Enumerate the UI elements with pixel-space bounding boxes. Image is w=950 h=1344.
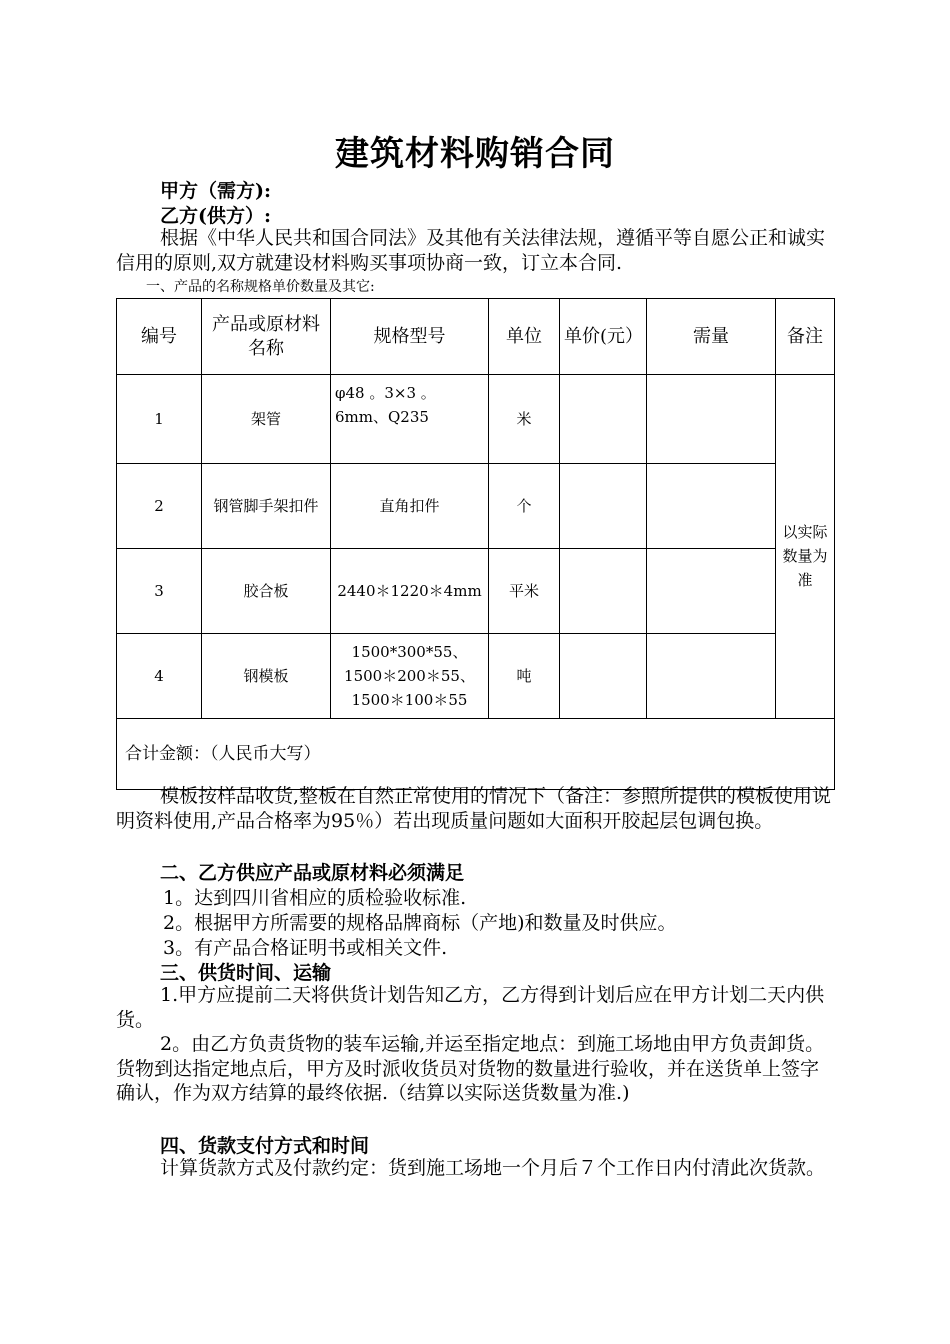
section4-paragraph-1: 计算货款方式及付款约定：货到施工场地一个月后７个工作日内付清此次货款。 (160, 1157, 826, 1179)
header-unit: 单位 (489, 299, 560, 375)
cell-spec: φ48 。3×3 。6mm、Q235 (331, 375, 489, 464)
cell-qty (647, 375, 776, 464)
table-row (117, 634, 835, 719)
cell-price (560, 464, 647, 549)
document-title: 建筑材料购销合同 (335, 134, 615, 174)
table-row (117, 375, 835, 464)
cell-price (560, 375, 647, 464)
table-row (117, 549, 835, 634)
section2-heading: 二、乙方供应产品或原材料必须满足 (160, 862, 465, 884)
section3-heading: 三、供货时间、运输 (160, 962, 332, 984)
cell-no: 4 (117, 634, 202, 719)
cell-name: 胶合板 (202, 549, 331, 634)
header-price: 单价(元） (560, 299, 647, 375)
cell-unit: 平米 (489, 549, 560, 634)
cell-spec: 1500*300*55、1500＊200＊55、1500＊100＊55 (331, 634, 489, 719)
cell-name: 架管 (202, 375, 331, 464)
cell-qty (647, 464, 776, 549)
party-b-label: 乙方(供方）: (160, 205, 272, 227)
remark-text: 以实际数量为准 (782, 522, 828, 589)
cell-qty (647, 549, 776, 634)
section1-label: 一、产品的名称规格单价数量及其它: (146, 279, 375, 295)
cell-unit: 吨 (489, 634, 560, 719)
table-total-row (117, 719, 835, 790)
header-no: 编号 (117, 299, 202, 375)
section3-paragraph-1: 1.甲方应提前二天将供货计划告知乙方，乙方得到计划后应在甲方计划二天内供货。 (116, 984, 825, 1031)
header-remark: 备注 (776, 299, 835, 375)
cell-unit: 个 (489, 464, 560, 549)
cell-remark-top (776, 375, 835, 464)
cell-name: 钢模板 (202, 634, 331, 719)
cell-price (560, 634, 647, 719)
total-amount-label: 合计金额：（人民币大写） (117, 719, 835, 790)
quality-note: 模板按样品收货,整板在自然正常使用的情况下（备注：参照所提供的模板使用说明资料使用,产品合格率为95％）若出现质量问题如大面积开胶起层包调包换。 (116, 785, 832, 832)
cell-no: 2 (117, 464, 202, 549)
section2-item-3: 3。有产品合格证明书或相关文件. (163, 937, 448, 959)
section4-heading: 四、货款支付方式和时间 (160, 1135, 370, 1157)
intro-paragraph: 根据《中华人民共和国合同法》及其他有关法律法规，遵循平等自愿公正和诚实信用的原则,双方就建设材料购买事项协商一致，订立本合同. (116, 227, 826, 274)
section2-item-2: 2。根据甲方所需要的规格品牌商标（产地)和数量及时供应。 (163, 912, 677, 934)
header-spec: 规格型号 (331, 299, 489, 375)
cell-price (560, 549, 647, 634)
cell-qty (647, 634, 776, 719)
table-header-row (117, 299, 835, 375)
cell-remark-merged (776, 464, 835, 719)
cell-no: 3 (117, 549, 202, 634)
header-name: 产品或原材料名称 (202, 299, 331, 375)
cell-spec: 2440＊1220＊4mm (331, 549, 489, 634)
goods-table (116, 298, 835, 790)
party-a-label: 甲方（需方): (160, 180, 272, 202)
section2-item-1: 1。达到四川省相应的质检验收标准. (163, 887, 467, 909)
cell-spec: 直角扣件 (331, 464, 489, 549)
header-qty: 需量 (647, 299, 776, 375)
cell-unit: 米 (489, 375, 560, 464)
table-row (117, 464, 835, 549)
cell-no: 1 (117, 375, 202, 464)
section3-paragraph-2: 2。由乙方负责货物的装车运输,并运至指定地点：到施工场地由甲方负责卸货。货物到达指定地点后，甲方及时派收货员对货物的数量进行验收，并在送货单上签字确认，作为双方结算的最终依据.（结算以实际送货数量为准.) (116, 1033, 825, 1104)
cell-name: 钢管脚手架扣件 (202, 464, 331, 549)
